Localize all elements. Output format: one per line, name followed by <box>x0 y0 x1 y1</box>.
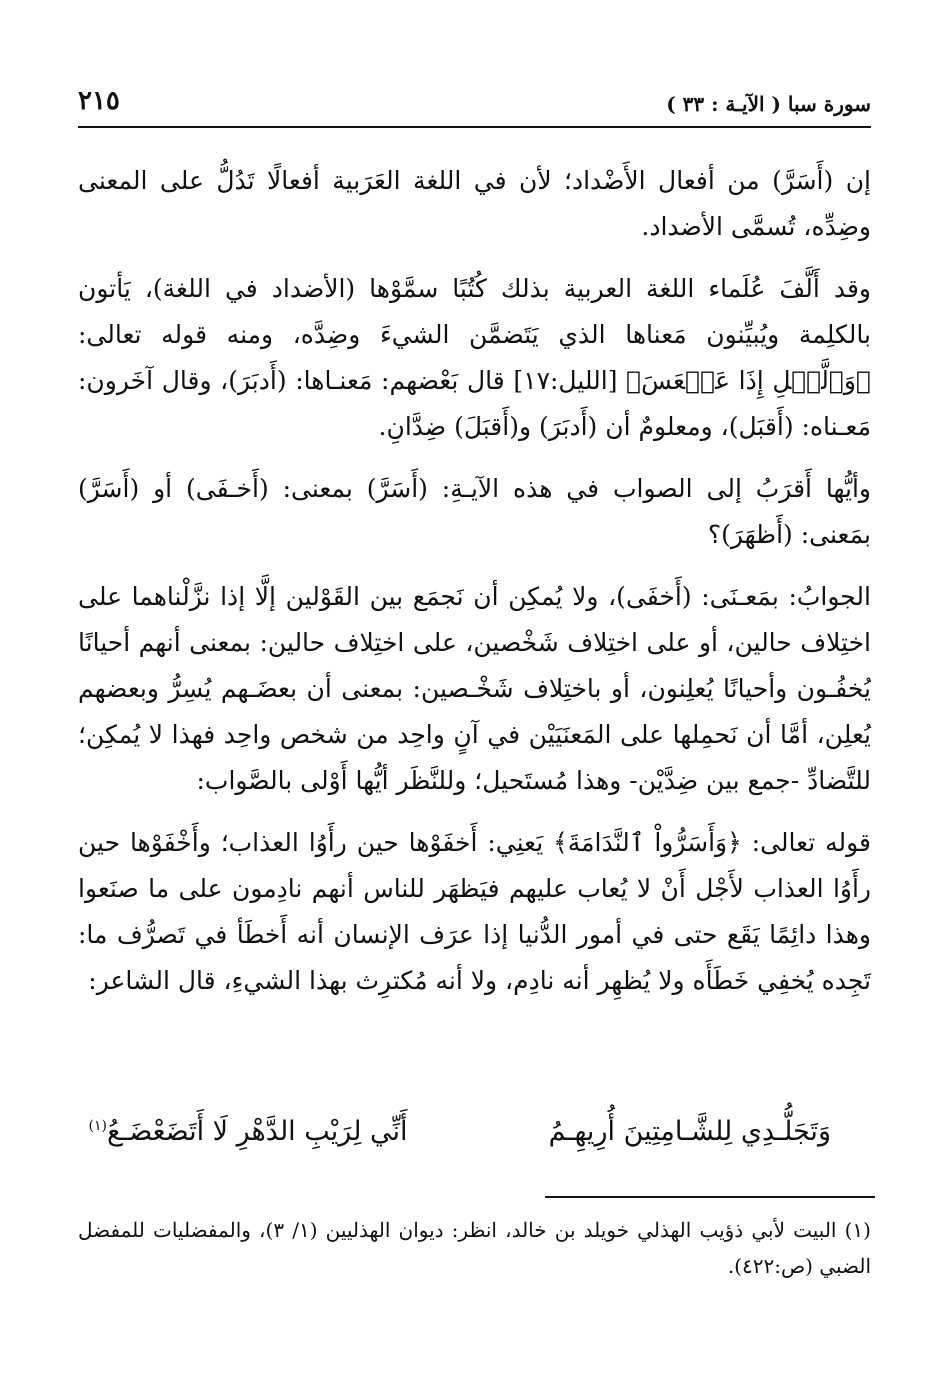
poem-first-hemistich: وَتَجَلُّـدِي لِلشَّـامِتِينَ أُرِيهِـمُ <box>548 1116 831 1147</box>
footnote: (١) البيت لأبي ذؤيب الهذلي خويلد بن خالد، انظر: ديوان الهذليين (١/ ٣)، والمفضليات للمفضل الضبي (ص:٤٢٢). <box>78 1218 871 1278</box>
poem-second-hemistich-text: أَنِّي لِرَيْبِ الدَّهْرِ لَا أَتَضَعْضَـعُ <box>106 1116 408 1147</box>
poem-verse <box>78 1116 871 1166</box>
paragraph: قوله تعالى: ﴿وَأَسَرُّواْ ٱلنَّدَامَةَ﴾ يَعنِي: أَخفَوْها حين رأَوُا العذاب؛ وأَخْفَوْها حين رأَوُا العذاب لأَجْل أَنْ لا يُعاب عليهم فيَظهَر للناس أنهم نادِمون على ما صنَعوا وهذا دائِمًا يَقَع حتى في أمور الدُّنيا إذا عرَف الإنسان أنه أَخطَأ في تَصرُّف ما: تَجِده يُخفِي خَطَأَه ولا يُظهِر أنه نادِم، ولا أنه مُكترِث بهذا الشيءِ، قال الشاعر: <box>78 828 871 995</box>
paragraph: وأيُّها أَقرَبُ إلى الصواب في هذه الآيـةِ: (أَسَرَّ) بمعنى: (أَخـفَى) أو (أَسَرَّ) بمَعنى: (أَظهَرَ)؟ <box>78 474 871 549</box>
paragraph: وقد أَلَّفَ عُلَماء اللغة العربية بذلك كُتُبًا سمَّوْها (الأضداد في اللغة)، يَأتون بالكلِمة ويُبيِّنون مَعناها الذي يَتَضمَّن الشيءَ وضِدَّه، ومنه قوله تعالى: ﴿وَٱلَّيۡلِ إِذَا عَسۡعَسَ﴾ [الليل:١٧] قال بَعْضهم: مَعنـاها: (أَدبَرَ)، وقال آخَرون: مَعـناه: (أَقبَل)، ومعلومٌ أن (أَدبَرَ) و(أَقبَلَ) ضِدَّانِ. <box>78 274 871 441</box>
paragraph: الجوابُ: بمَعـنَى: (أَخفَى)، ولا يُمكِن أن نَجمَع بين القَوْلين إلَّا إذا نزَّلْناهما على اختِلاف حالين، أو على اختِلاف شَخْصين، على اختِلاف حالين: بمعنى أنهم أحيانًا يُخفُـون وأحيانًا يُعلِنون، أو باختِلاف شَخْـصين: بمعنى أن بعضَـهم يُسِرُّ وبعضهم يُعلِن، أمَّا أن نَحمِلها على المَعنَيَيْن في آنٍ واحِد من شخص واحِد فهذا لا يُمكِن؛ للتَّضادِّ -جمع بين ضِدَّيْن- وهذا مُستَحيل؛ وللنَّظَر أيُّها أَوْلى بالصَّواب: <box>78 582 871 795</box>
surah-title: سورة سبا ( الآيـة : ٣٣ ) <box>666 92 871 116</box>
page-number: ٢١٥ <box>78 86 120 116</box>
body-text <box>78 158 871 1020</box>
footnote-marker: (١) <box>88 1118 107 1134</box>
page-header <box>78 86 871 128</box>
paragraph: إن (أَسَرَّ) من أفعال الأَضْداد؛ لأن في اللغة العَرَبية أفعالًا تَدُلُّ على المعنى وضِدِّه، تُسمَّى الأضداد. <box>78 166 871 241</box>
footnote-divider <box>545 1196 875 1198</box>
poem-second-hemistich <box>78 1116 418 1147</box>
